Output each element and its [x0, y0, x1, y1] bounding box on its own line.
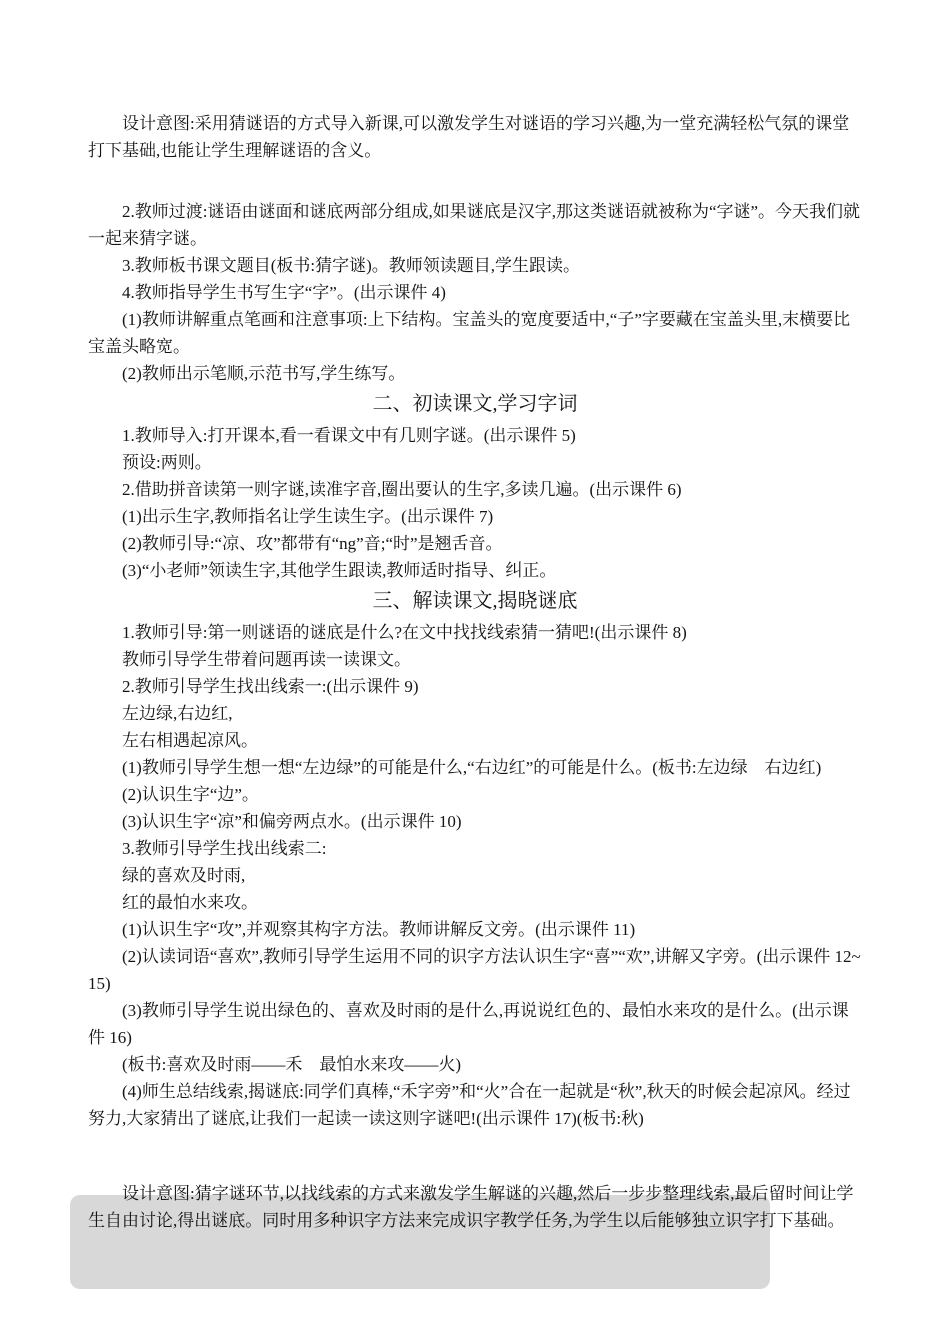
design-intent-note: 设计意图:猜字谜环节,以找线索的方式来激发学生解谜的兴趣,然后一步步整理线索,最后留时间让学生自由讨论,得出谜底。同时用多种识字方法来完成识字教学任务,为学生以后能够独立识字打下基础。 [88, 1184, 854, 1230]
paragraph: 3.教师板书课文题目(板书:猜字谜)。教师领读题目,学生跟读。 [122, 256, 581, 275]
paragraph: (1)教师讲解重点笔画和注意事项:上下结构。宝盖头的宽度要适中,“子”字要藏在宝盖头里,末横要比宝盖头略宽。 [88, 310, 851, 356]
riddle-line: 绿的喜欢及时雨, [122, 866, 246, 885]
paragraph: (1)认识生字“攻”,并观察其构字方法。教师讲解反文旁。(出示课件 11) [122, 920, 636, 939]
section-heading-2: 二、初读课文,学习字词 [372, 393, 578, 415]
paragraph: (3)“小老师”领读生字,其他学生跟读,教师适时指导、纠正。 [122, 561, 557, 580]
paragraph: 1.教师导入:打开课本,看一看课文中有几则字谜。(出示课件 5) [122, 426, 576, 445]
blank-line [88, 164, 862, 198]
paragraph: (1)教师引导学生想一想“左边绿”的可能是什么,“右边红”的可能是什么。(板书:左边绿 右边红) [122, 758, 822, 777]
paragraph: (2)认识生字“边”。 [122, 785, 259, 804]
riddle-line: 红的最怕水来攻。 [122, 893, 258, 912]
paragraph: 3.教师引导学生找出线索二: [122, 839, 327, 858]
riddle-line: 左右相遇起凉风。 [122, 731, 258, 750]
paragraph: (3)教师引导学生说出绿色的、喜欢及时雨的是什么,再说说红色的、最怕水来攻的是什么。(出示课件 16) [88, 1001, 849, 1047]
paragraph: 2.教师引导学生找出线索一:(出示课件 9) [122, 677, 419, 696]
paragraph: 教师引导学生带着问题再读一读课文。 [122, 650, 411, 669]
paragraph: (板书:喜欢及时雨——禾 最怕水来攻——火) [122, 1055, 462, 1074]
paragraph: 1.教师引导:第一则谜语的谜底是什么?在文中找找线索猜一猜吧!(出示课件 8) [122, 623, 687, 642]
paragraph: (4)师生总结线索,揭谜底:同学们真棒,“禾字旁”和“火”合在一起就是“秋”,秋天的时候会起凉风。经过努力,大家猜出了谜底,让我们一起读一读这则字谜吧!(出示课件 17)(板书:秋) [88, 1082, 851, 1128]
paragraph: 预设:两则。 [122, 453, 212, 472]
paragraph: (3)认识生字“凉”和偏旁两点水。(出示课件 10) [122, 812, 462, 831]
lesson-plan-content [88, 110, 862, 1234]
design-intent-section [88, 1180, 862, 1234]
paragraph: 2.借助拼音读第一则字谜,读准字音,圈出要认的生字,多读几遍。(出示课件 6) [122, 480, 682, 499]
paragraph: 4.教师指导学生书写生字“字”。(出示课件 4) [122, 283, 446, 302]
riddle-line: 左边绿,右边红, [122, 704, 233, 723]
paragraph: (2)教师出示笔顺,示范书写,学生练写。 [122, 364, 406, 383]
paragraph: (1)出示生字,教师指名让学生读生字。(出示课件 7) [122, 507, 494, 526]
paragraph: (2)教师引导:“凉、攻”都带有“ng”音;“时”是翘舌音。 [122, 534, 503, 553]
paragraph: 2.教师过渡:谜语由谜面和谜底两部分组成,如果谜底是汉字,那这类谜语就被称为“字谜”。今天我们就一起来猜字谜。 [88, 202, 861, 248]
paragraph: (2)认读词语“喜欢”,教师引导学生运用不同的识字方法认识生字“喜”“欢”,讲解又字旁。(出示课件 12~15) [88, 947, 861, 993]
design-intent-paragraph: 设计意图:采用猜谜语的方式导入新课,可以激发学生对谜语的学习兴趣,为一堂充满轻松气氛的课堂打下基础,也能让学生理解谜语的含义。 [88, 114, 850, 160]
section-heading-3: 三、解读课文,揭晓谜底 [372, 590, 578, 612]
